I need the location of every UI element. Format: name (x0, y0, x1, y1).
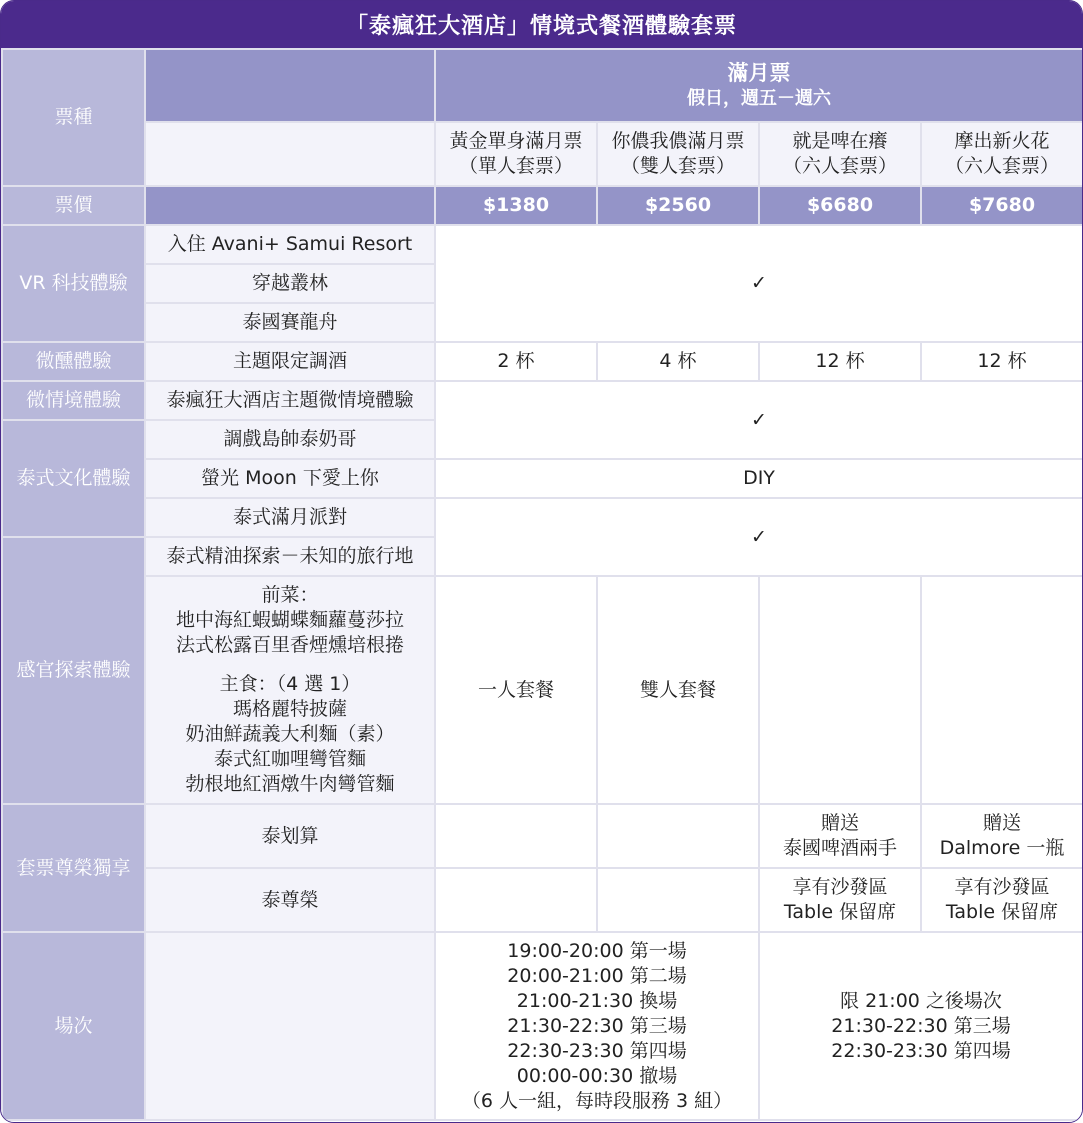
sessions-label: 場次 (2, 932, 145, 1120)
meal-2: 雙人套餐 (597, 576, 759, 804)
mini-item: 泰瘋狂大酒店主題微情境體驗 (145, 381, 435, 420)
drink-item: 主題限定調酒 (145, 342, 435, 381)
package-header-2: 你儂我儂滿月票 （雙人套票） (597, 122, 759, 186)
price-2: $2560 (597, 186, 759, 225)
vip-deal-2 (597, 804, 759, 868)
session-line: 20:00-21:00 第二場 (507, 964, 687, 987)
vip-deal-3: 贈送 泰國啤酒兩手 (759, 804, 921, 868)
session-note: （6 人一組，每時段服務 3 組） (461, 1089, 733, 1112)
session-line: 19:00-20:00 第一場 (507, 939, 687, 962)
culture-item-1: 調戲島帥泰奶哥 (145, 420, 435, 459)
price-4: $7680 (921, 186, 1083, 225)
vip-honor: 泰尊榮 (145, 868, 435, 932)
culture-item-2: 螢光 Moon 下愛上你 (145, 459, 435, 498)
drink-value-3: 12 杯 (759, 342, 921, 381)
vr-label: VR 科技體驗 (2, 225, 145, 342)
header-blank (145, 49, 435, 122)
monthly-ticket-days: 假日，週五－週六 (687, 87, 831, 109)
vr-check-icon: ✓ (435, 225, 1083, 342)
session-line: 21:30-22:30 第三場 (507, 1014, 687, 1037)
vip-label: 套票尊榮獨享 (2, 804, 145, 932)
sense-label: 感官探索體驗 (2, 537, 145, 804)
vip-honor-1 (435, 868, 597, 932)
monthly-ticket-title: 滿月票 (727, 60, 791, 85)
meal-1: 一人套餐 (435, 576, 597, 804)
mini-label: 微情境體驗 (2, 381, 145, 420)
drink-value-2: 4 杯 (597, 342, 759, 381)
vr-item-1: 入住 Avani+ Samui Resort (145, 225, 435, 264)
package-header-3: 就是啤在癢 （六人套票） (759, 122, 921, 186)
main-title: 主食：（4 選 1） (219, 673, 361, 695)
page-title: 「泰瘋狂大酒店」情境式餐酒體驗套票 (1, 1, 1082, 48)
session-line: 21:30-22:30 第三場 (831, 1014, 1011, 1037)
sense-oil: 泰式精油探索－未知的旅行地 (145, 537, 435, 576)
culture-item-3: 泰式滿月派對 (145, 498, 435, 537)
session-line: 22:30-23:30 第四場 (507, 1039, 687, 1062)
culture-diy: DIY (435, 459, 1083, 498)
session-line: 限 21:00 之後場次 (840, 989, 1002, 1012)
vip-honor-2 (597, 868, 759, 932)
sessions-left (435, 932, 759, 1120)
main-3: 泰式紅咖哩彎管麵 (213, 748, 366, 770)
session-line: 00:00-00:30 撤場 (516, 1064, 678, 1087)
ticket-table (1, 48, 1083, 1121)
price-1: $1380 (435, 186, 597, 225)
vr-item-3: 泰國賽龍舟 (145, 303, 435, 342)
drink-value-1: 2 杯 (435, 342, 597, 381)
starter-2: 法式松露百里香煙燻培根捲 (175, 634, 404, 656)
vip-deal-4: 贈送 Dalmore 一瓶 (921, 804, 1083, 868)
ticket-type-label: 票種 (2, 49, 145, 186)
package-header-4: 摩出新火花 （六人套票） (921, 122, 1083, 186)
starter-title: 前菜： (261, 584, 319, 606)
sessions-right (759, 932, 1083, 1120)
header-blank-2 (145, 122, 435, 186)
drink-label: 微醺體驗 (2, 342, 145, 381)
price-3: $6680 (759, 186, 921, 225)
vip-honor-3: 享有沙發區 Table 保留席 (759, 868, 921, 932)
starter-1: 地中海紅蝦蝴蝶麵蘿蔓莎拉 (175, 609, 404, 631)
vip-honor-4: 享有沙發區 Table 保留席 (921, 868, 1083, 932)
menu-list (145, 576, 435, 804)
package-header-1: 黃金單身滿月票 （單人套票） (435, 122, 597, 186)
vip-deal: 泰划算 (145, 804, 435, 868)
meal-4 (921, 576, 1083, 804)
vip-deal-1 (435, 804, 597, 868)
session-line: 21:00-21:30 換場 (516, 989, 678, 1012)
session-line: 22:30-23:30 第四場 (831, 1039, 1011, 1062)
culture-label: 泰式文化體驗 (2, 420, 145, 537)
drink-value-4: 12 杯 (921, 342, 1083, 381)
vr-item-2: 穿越叢林 (145, 264, 435, 303)
main-2: 奶油鮮蔬義大利麵（素） (185, 723, 395, 745)
monthly-ticket-header (435, 49, 1083, 122)
sessions-blank (145, 932, 435, 1120)
meal-3 (759, 576, 921, 804)
main-4: 勃根地紅酒燉牛肉彎管麵 (185, 773, 395, 795)
price-label: 票價 (2, 186, 145, 225)
culture-check-icon: ✓ (435, 498, 1083, 576)
mini-check-icon: ✓ (435, 381, 1083, 459)
price-blank (145, 186, 435, 225)
main-1: 瑪格麗特披薩 (232, 698, 347, 720)
